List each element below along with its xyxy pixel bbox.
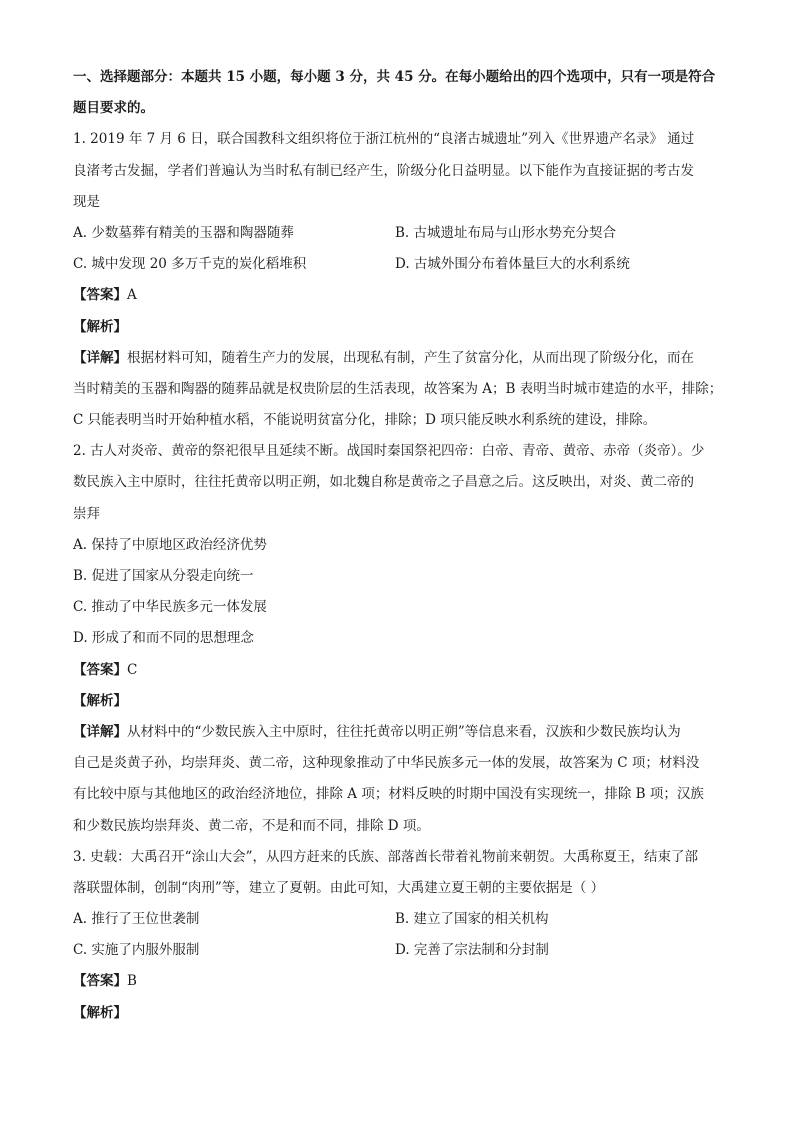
detail-tag: 【详解】 <box>73 349 127 366</box>
option-d: D. 形成了和而不同的思想理念 <box>73 630 254 647</box>
option-d: D. 古城外围分布着体量巨大的水利系统 <box>395 256 630 273</box>
analysis-tag: 【解析】 <box>73 1004 127 1021</box>
question-1 <box>73 124 723 436</box>
answer-tag: 【答案】 <box>73 973 127 990</box>
option-b: B. 古城遗址布局与山形水势充分契合 <box>395 224 617 241</box>
answer-tag: 【答案】 <box>73 287 127 304</box>
detail-line <box>73 343 723 374</box>
analysis-tag: 【解析】 <box>73 692 127 709</box>
detail-text: 有比较中原与其他地区的政治经济地位，排除 A 项；材料反映的时期中国没有实现统一，排除 B 项；汉族 <box>73 786 704 803</box>
option-row <box>73 218 723 249</box>
detail-text: C 只能表明当时开始种植水稻，不能说明贫富分化，排除；D 项只能反映水利系统的建设，排除。 <box>73 412 657 429</box>
answer-line <box>73 655 723 686</box>
exam-page <box>73 62 723 1029</box>
option-c: C. 实施了内服外服制 <box>73 942 200 959</box>
answer-line <box>73 280 723 311</box>
question-2 <box>73 436 723 841</box>
option-d: D. 完善了宗法制和分封制 <box>395 942 549 959</box>
analysis-line <box>73 312 723 343</box>
question-stem: 良渚考古发掘，学者们普遍认为当时私有制已经产生，阶级分化日益明显。以下能作为直接证据的考古发 <box>73 162 694 179</box>
section-title-cont: 题目要求的。 <box>73 100 154 117</box>
detail-text: 自己是炎黄子孙，均崇拜炎、黄二帝，这种现象推动了中华民族多元一体的发展，故答案为 C 项；材料没 <box>73 755 700 772</box>
answer-value: A <box>127 287 137 304</box>
question-stem: 1. 2019 年 7 月 6 日，联合国教科文组织将位于浙江杭州的“良渚古城遗址”列入《世界遗产名录》 通过 <box>73 131 695 148</box>
detail-text: 当时精美的玉器和陶器的随葬品就是权贵阶层的生活表现，故答案为 A；B 表明当时城市建造的水平，排除； <box>73 380 723 397</box>
detail-text: 根据材料可知，随着生产力的发展，出现私有制，产生了贫富分化，从而出现了阶级分化，而在 <box>127 349 694 366</box>
detail-text: 从材料中的“少数民族入主中原时，往往托黄帝以明正朔”等信息来看，汉族和少数民族均认为 <box>127 723 681 740</box>
question-stem: 数民族入主中原时，往往托黄帝以明正朔，如北魏自称是黄帝之子昌意之后。这反映出，对炎、黄二帝的 <box>73 474 694 491</box>
option-a: A. 保持了中原地区政治经济优势 <box>73 536 267 553</box>
detail-tag: 【详解】 <box>73 723 127 740</box>
option-row <box>73 904 723 935</box>
option-b: B. 建立了国家的相关机构 <box>395 911 549 928</box>
analysis-tag: 【解析】 <box>73 318 127 335</box>
question-stem: 2. 古人对炎帝、黄帝的祭祀很早且延续不断。战国时秦国祭祀四帝：白帝、青帝、黄帝、赤帝（炎帝）。少 <box>73 443 705 460</box>
option-c: C. 城中发现 20 多万千克的炭化稻堆积 <box>73 256 307 273</box>
question-stem: 落联盟体制，创制“肉刑”等，建立了夏朝。由此可知，大禹建立夏王朝的主要依据是（ ） <box>73 879 605 896</box>
answer-value: B <box>127 973 137 990</box>
analysis-line <box>73 998 723 1029</box>
question-stem: 现是 <box>73 193 100 210</box>
detail-text: 和少数民族均崇拜炎、黄二帝，不是和而不同，排除 D 项。 <box>73 817 430 834</box>
question-stem: 3. 史载：大禹召开“涂山大会”，从四方赶来的氏族、部落酋长带着礼物前来朝贺。大禹称夏王，结束了部 <box>73 848 698 865</box>
analysis-line <box>73 686 723 717</box>
option-b: B. 促进了国家从分裂走向统一 <box>73 568 254 584</box>
question-stem: 崇拜 <box>73 505 100 522</box>
question-3 <box>73 842 723 1029</box>
option-row <box>73 249 723 280</box>
option-c: C. 推动了中华民族多元一体发展 <box>73 599 267 616</box>
answer-tag: 【答案】 <box>73 661 127 678</box>
option-a: A. 少数墓葬有精美的玉器和陶器随葬 <box>73 224 294 241</box>
section-title: 一、选择题部分：本题共 15 小题，每小题 3 分，共 45 分。在每小题给出的四个选项中，只有一项是符合 <box>73 69 716 85</box>
answer-line <box>73 966 723 997</box>
option-a: A. 推行了王位世袭制 <box>73 911 200 928</box>
answer-value: C <box>127 661 138 678</box>
detail-line <box>73 717 723 748</box>
option-row <box>73 935 723 966</box>
